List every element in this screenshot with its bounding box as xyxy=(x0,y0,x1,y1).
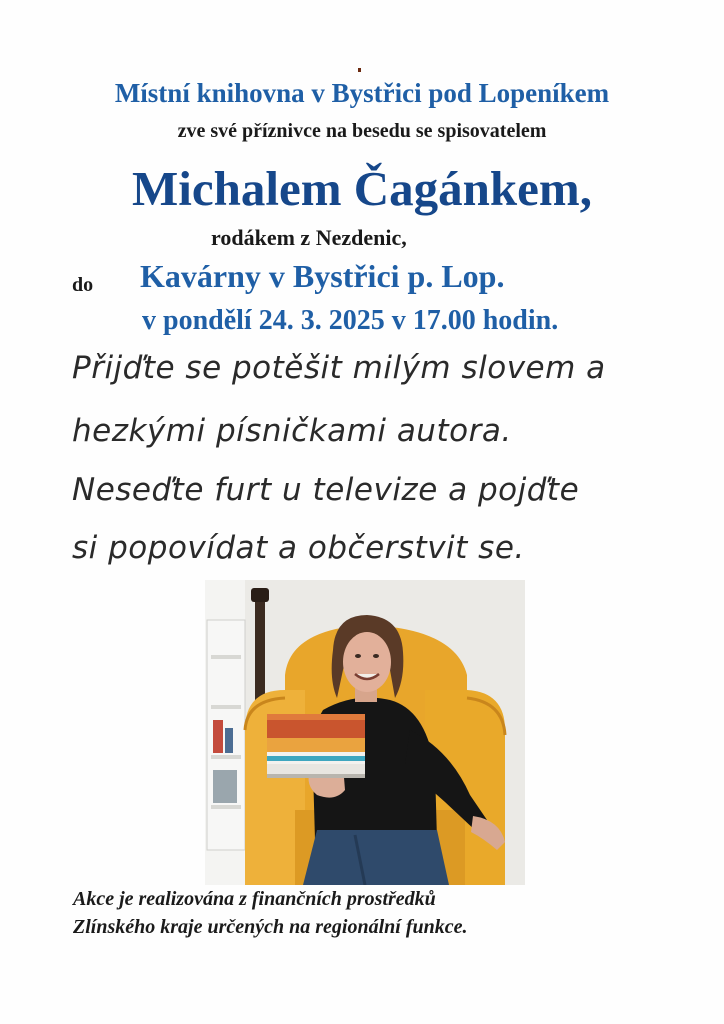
library-name: Místní knihovna v Bystřici pod Lopeníkem xyxy=(114,78,610,108)
author-photo xyxy=(205,580,525,885)
author-name: Michalem Čagánkem, xyxy=(132,161,592,216)
scan-speck xyxy=(358,68,361,72)
message-line-4: si popovídat a občerstvit se. xyxy=(72,530,525,566)
funding-note-line-2: Zlínského kraje určených na regionální funkce. xyxy=(73,916,468,938)
invitation-line: zve své příznivce na besedu se spisovatelem xyxy=(177,120,547,142)
message-line-1: Přijďte se potěšit milým slovem a xyxy=(72,350,606,386)
venue-line: Kavárny v Bystřici p. Lop. xyxy=(140,258,505,294)
venue-preposition: do xyxy=(72,274,94,296)
date-time-line: v pondělí 24. 3. 2025 v 17.00 hodin. xyxy=(142,305,559,336)
message-line-2: hezkými písničkami autora. xyxy=(72,413,512,449)
message-line-3: Neseďte furt u televize a pojďte xyxy=(72,472,580,508)
funding-note-line-1: Akce je realizována z finančních prostředků xyxy=(73,888,436,910)
origin-line: rodákem z Nezdenic, xyxy=(211,225,407,250)
